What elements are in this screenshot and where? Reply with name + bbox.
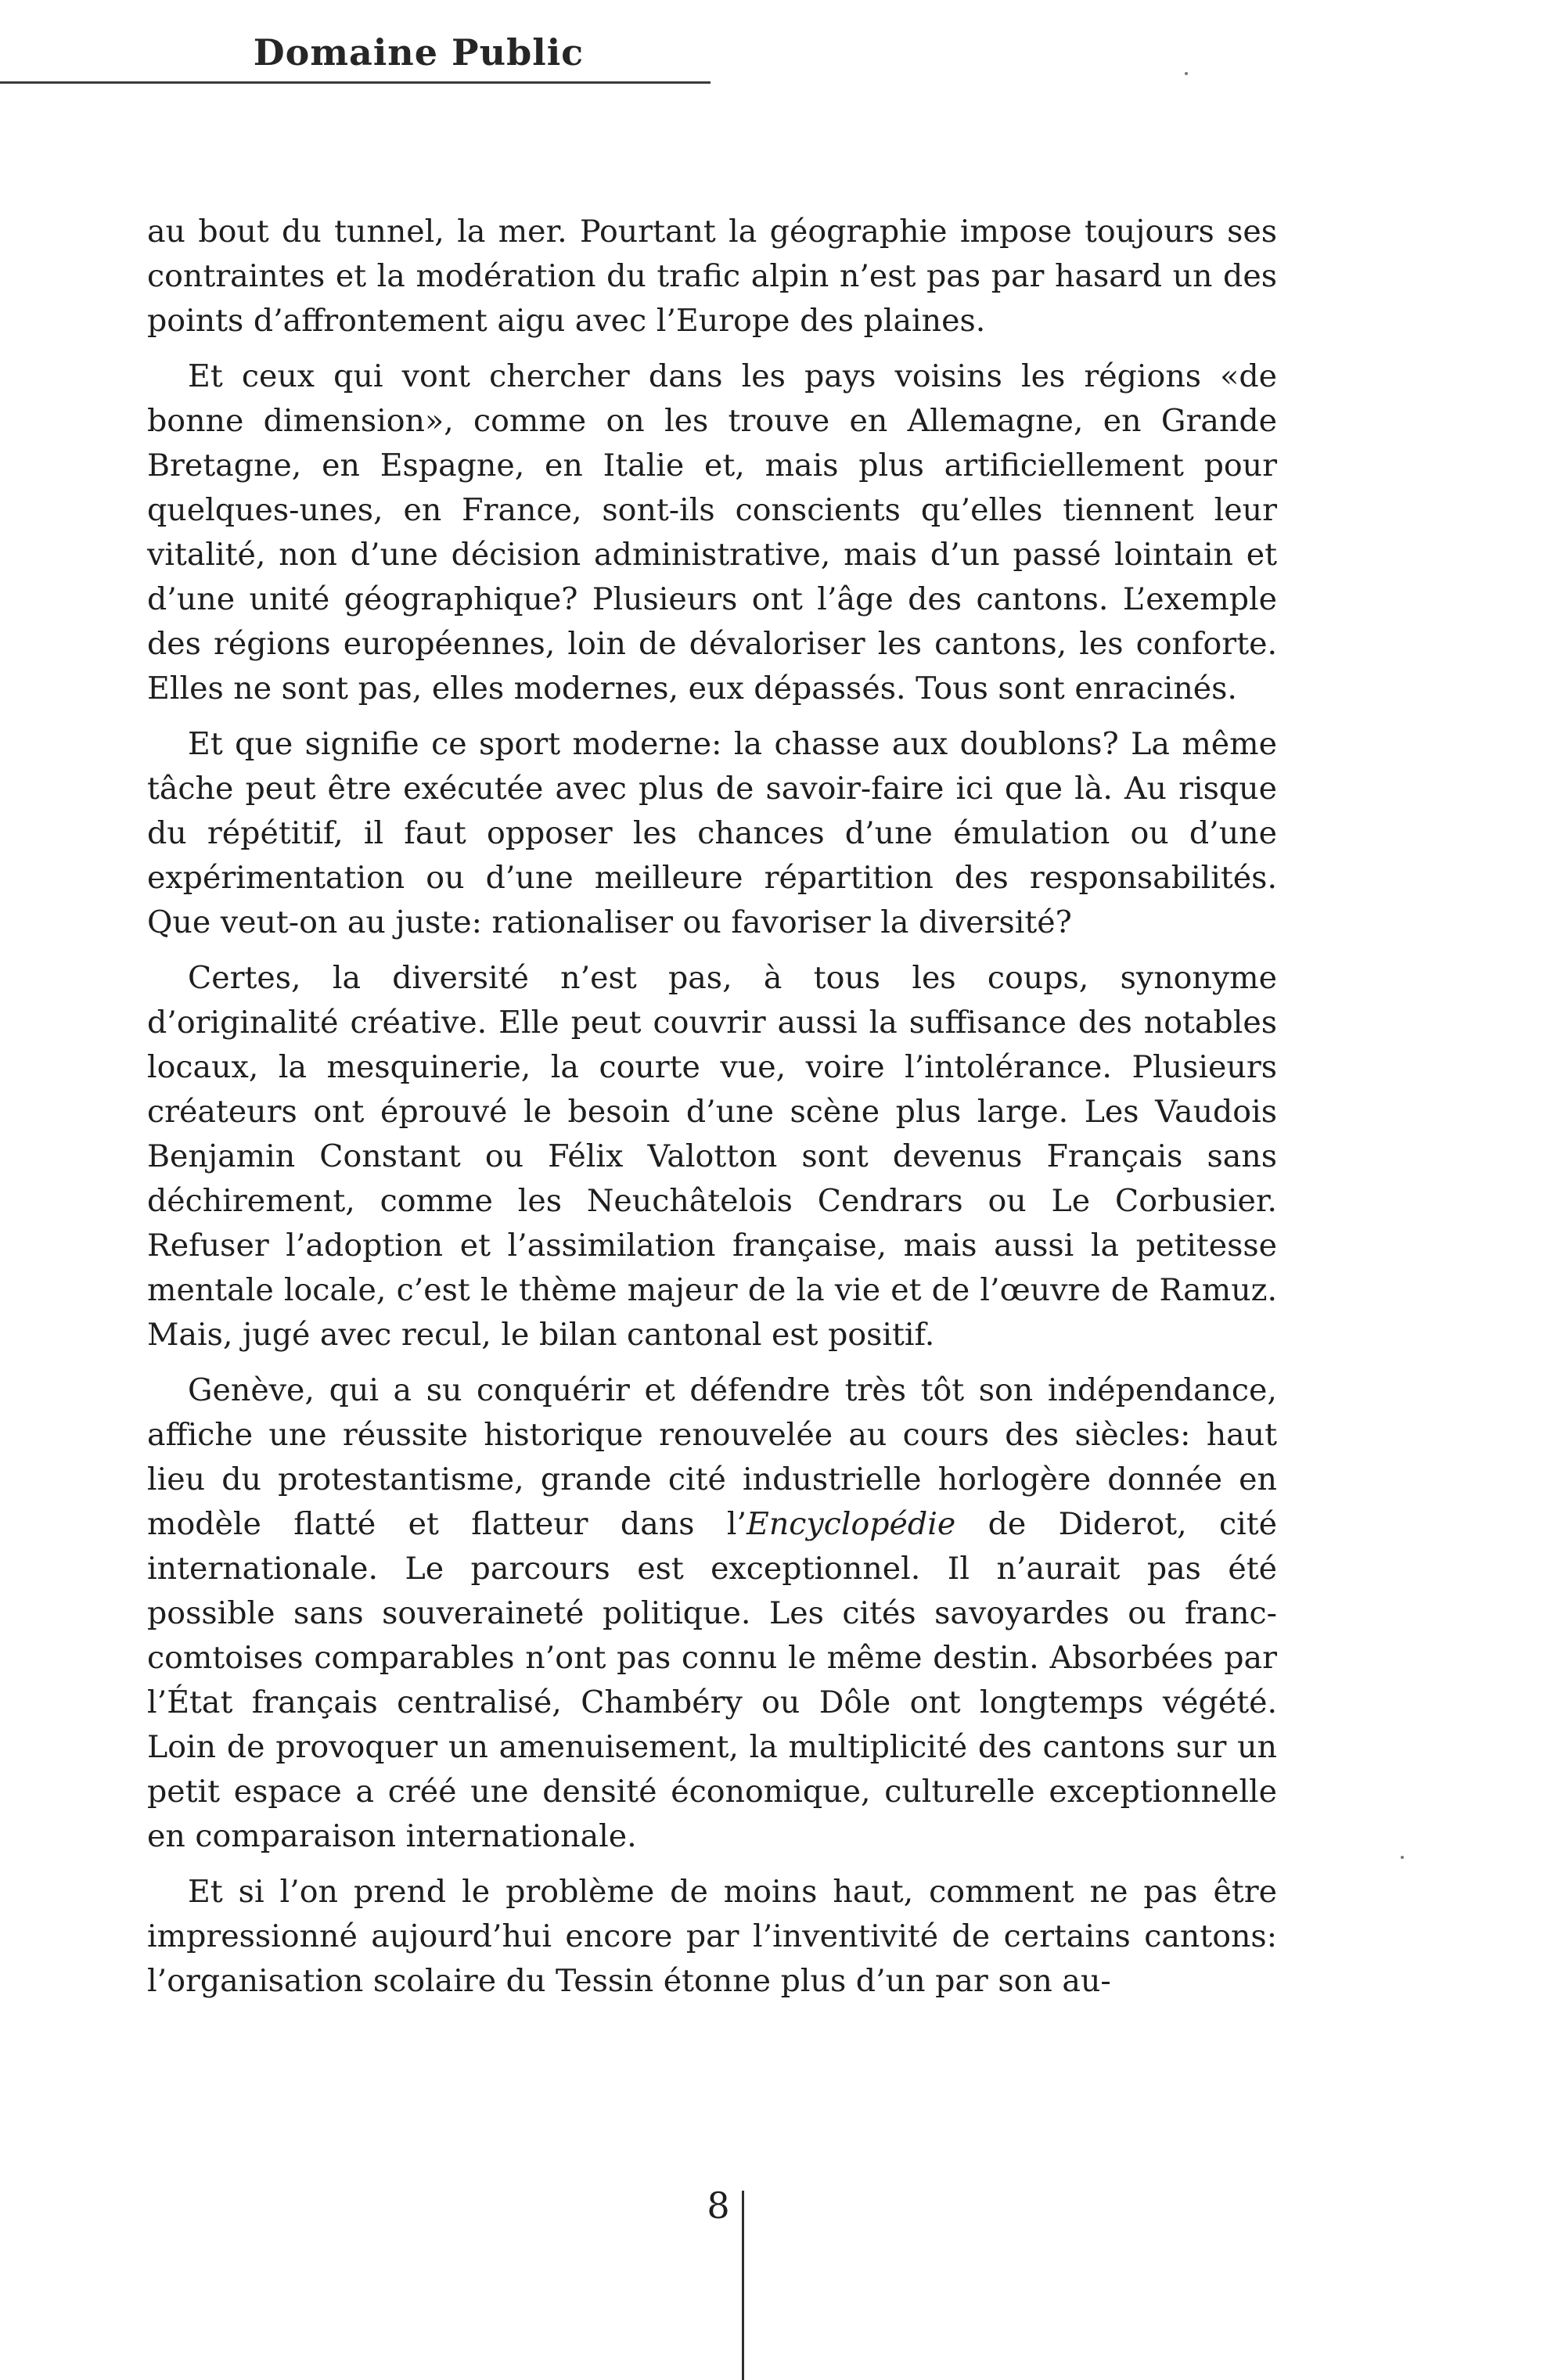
paragraph: Et que signifie ce sport moderne: la chasse aux doublons? La même tâche peut être exécutée avec plus de savoir-faire ici que là. Au risque du répétitif, il faut opposer les chances d’une émulation ou d’une expérimentation ou d’une meilleure répartition des responsabilités. Que veut-on au juste: rationaliser ou favoriser la diversité? [147,726,1277,940]
running-head: Domaine Public [253,31,585,74]
paragraph: au bout du tunnel, la mer. Pourtant la géographie impose toujours ses contraintes et la modération du trafic alpin n’est pas par hasard un des points d’affrontement aigu avec l’Europe des plaines. [147,214,1277,339]
scan-speck [1185,72,1188,75]
scan-speck [1401,1856,1404,1859]
gutter-rule [742,2191,744,2380]
paragraph-text: de Diderot, cité internationale. Le parcours est exceptionnel. Il n’aurait pas été possible sans souveraineté politique. Les cités savoyardes ou franc-comtoises comparables n’ont pas connu le même destin. Absorbées par l’État français centralisé, Chambéry ou Dôle ont longtemps végété. Loin de provoquer un amenuisement, la multiplicité des cantons sur un petit espace a créé une densité économique, culturelle exceptionnelle en comparaison internationale. [147,1506,1278,1854]
body-text [147,210,1277,2015]
paragraph [147,1368,1277,1859]
header-rule [0,81,711,84]
paragraph: Et si l’on prend le problème de moins haut, comment ne pas être impressionné aujourd’hui encore par l’inventivité de certains cantons: l’organisation scolaire du Tessin étonne plus d’un par son au- [147,1874,1277,1999]
paragraph: Et ceux qui vont chercher dans les pays voisins les régions «de bonne dimension», comme on les trouve en Allemagne, en Grande Bretagne, en Espagne, en Italie et, mais plus artificiellement pour quelques-unes, en France, sont-ils conscients qu’elles tiennent leur vitalité, non d’une décision administrative, mais d’un passé lointain et d’une unité géographique? Plusieurs ont l’âge des cantons. L’exemple des régions européennes, loin de dévaloriser les cantons, les conforte. Elles ne sont pas, elles modernes, eux dépassés. Tous sont enracinés. [147,358,1277,706]
page-number: 8 [707,2184,730,2227]
paragraph-text: Genève, qui a su conquérir et défendre très tôt son indépendance, affiche une réussite historique renouvelée au cours des siècles: haut lieu du protestantisme, grande cité industrielle horlogère donnée en modèle flatté et flatteur dans l’ [147,1372,1277,1542]
paragraph: Certes, la diversité n’est pas, à tous les coups, synonyme d’originalité créative. Elle peut couvrir aussi la suffisance des notables locaux, la mesquinerie, la courte vue, voire l’intolérance. Plusieurs créateurs ont éprouvé le besoin d’une scène plus large. Les Vaudois Benjamin Constant ou Félix Valotton sont devenus Français sans déchirement, comme les Neuchâtelois Cendrars ou Le Corbusier. Refuser l’adoption et l’assimilation française, mais aussi la petitesse mentale locale, c’est le thème majeur de la vie et de l’œuvre de Ramuz. Mais, jugé avec recul, le bilan cantonal est positif. [147,960,1277,1353]
book-title: Encyclopédie [747,1506,956,1542]
